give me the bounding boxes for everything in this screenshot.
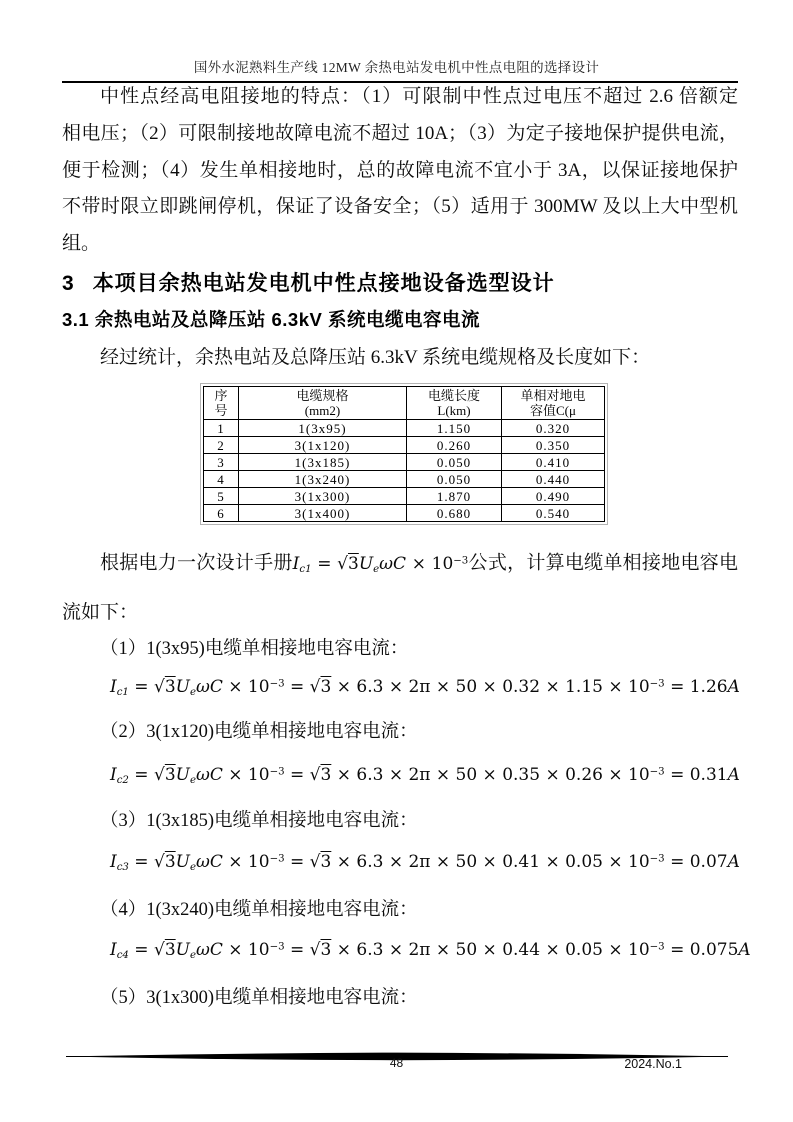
text-run: 公式，计算电缆单相接地电容电 <box>468 552 738 574</box>
table-cell: 3(1x400) <box>239 505 407 522</box>
list-item-1: （1）1(3x95)电缆单相接地电容电流： <box>100 639 409 659</box>
table-header-cell <box>407 387 502 420</box>
header-line: 容值C(μ <box>530 403 576 418</box>
table-cell: 0.440 <box>502 471 605 488</box>
table-cell: 1.870 <box>407 488 502 505</box>
table-cell: 0.350 <box>502 437 605 454</box>
table-cell: 0.680 <box>407 505 502 522</box>
formula-ic4: $Ic4 = √3Ue\omega C \times 10^{-3} = √3 \times 6.3 \times 2\pi \times 50 \times 0.44 \times 0.05 \times 10^{-3} = 0.075A$ <box>110 940 751 962</box>
header-line: 号 <box>214 403 228 418</box>
table-row <box>204 471 605 488</box>
table-row <box>204 420 605 437</box>
paragraph-line: 不带时限立即跳闸停机，保证了设备安全；（5）适用于 300MW 及以上大中型机 <box>62 196 738 218</box>
table-cell: 0.490 <box>502 488 605 505</box>
inline-formula: $Ic1 = √3Ue\omega C \times 10^{-3}$ <box>292 553 469 575</box>
table-row <box>204 437 605 454</box>
subsection-heading-3-1: 3.1 余热电站及总降压站 6.3kV 系统电缆电容电流 <box>62 309 480 330</box>
section-title: 本项目余热电站发电机中性点接地设备选型设计 <box>92 272 555 295</box>
cable-table <box>203 386 605 522</box>
paragraph-formula-intro <box>62 539 738 635</box>
table-cell: 1 <box>204 420 239 437</box>
table-cell: 4 <box>204 471 239 488</box>
table-cell: 5 <box>204 488 239 505</box>
header-line: L(km) <box>437 403 471 418</box>
formula-ic3: $Ic3 = √3Ue\omega C \times 10^{-3} = √3 \times 6.3 \times 2\pi \times 50 \times 0.41 \times 0.05 \times 10^{-3} = 0.07A$ <box>110 852 740 874</box>
header-line: (mm2) <box>304 403 341 418</box>
page-number: 48 <box>389 1056 404 1070</box>
table-cell: 0.260 <box>407 437 502 454</box>
table-cell: 1.150 <box>407 420 502 437</box>
table-header-row <box>204 387 605 420</box>
list-item-4: （4）1(3x240)电缆单相接地电容电流： <box>100 900 418 920</box>
table-cell: 2 <box>204 437 239 454</box>
header-line: 序 <box>214 388 228 403</box>
table-cell: 1(3x240) <box>239 471 407 488</box>
table-cell: 1(3x185) <box>239 454 407 471</box>
table-cell: 1(3x95) <box>239 420 407 437</box>
cable-table-wrapper <box>200 383 608 525</box>
table-row <box>204 488 605 505</box>
table-header-cell <box>204 387 239 420</box>
header-line: 电缆长度 <box>427 388 480 403</box>
list-item-2: （2）3(1x120)电缆单相接地电容电流： <box>100 722 418 742</box>
table-cell: 3(1x300) <box>239 488 407 505</box>
paragraph-line: 中性点经高电阻接地的特点：（1）可限制中性点过电压不超过 2.6 倍额定 <box>100 86 738 107</box>
list-item-3: （3）1(3x185)电缆单相接地电容电流： <box>100 811 418 831</box>
formula-ic1: $Ic1 = √3Ue\omega C \times 10^{-3} = √3 \times 6.3 \times 2\pi \times 50 \times 0.32 \times 1.15 \times 10^{-3} = 1.26A$ <box>110 677 740 699</box>
issue-label: 2024.No.1 <box>624 1057 682 1071</box>
table-row <box>204 454 605 471</box>
table-cell: 0.410 <box>502 454 605 471</box>
formula-ic2: $Ic2 = √3Ue\omega C \times 10^{-3} = √3 \times 6.3 \times 2\pi \times 50 \times 0.35 \times 0.26 \times 10^{-3} = 0.31A$ <box>110 765 740 787</box>
paragraph-line: 便于检测；（4）发生单相接地时，总的故障电流不宜小于 3A，以保证接地保护 <box>62 159 738 181</box>
header-line: 单相对地电 <box>520 388 586 403</box>
paragraph-line: 相电压；（2）可限制接地故障电流不超过 10A；（3）为定子接地保护提供电流， <box>62 122 738 144</box>
paragraph-statistics-intro: 经过统计，余热电站及总降压站 6.3kV 系统电缆规格及长度如下： <box>100 347 651 368</box>
table-row <box>204 505 605 522</box>
table-cell: 0.050 <box>407 471 502 488</box>
table-cell: 3 <box>204 454 239 471</box>
paragraph-line: 组。 <box>62 233 101 255</box>
table-cell: 3(1x120) <box>239 437 407 454</box>
list-item-5: （5）3(1x300)电缆单相接地电容电流： <box>100 988 418 1008</box>
section-number: 3 <box>62 272 75 295</box>
header-line: 电缆规格 <box>296 388 349 403</box>
table-header-cell <box>239 387 407 420</box>
paragraph-line: 流如下： <box>62 602 139 624</box>
section-heading-3 <box>62 267 555 297</box>
paragraph-line <box>62 539 738 591</box>
table-cell: 0.050 <box>407 454 502 471</box>
text-run: 根据电力一次设计手册 <box>100 552 293 574</box>
table-cell: 0.540 <box>502 505 605 522</box>
running-header-title: 国外水泥熟料生产线 12MW 余热电站发电机中性点电阻的选择设计 <box>193 60 600 75</box>
table-cell: 0.320 <box>502 420 605 437</box>
table-cell: 6 <box>204 505 239 522</box>
table-header-cell <box>502 387 605 420</box>
paragraph-neutral-grounding-features <box>62 79 738 263</box>
